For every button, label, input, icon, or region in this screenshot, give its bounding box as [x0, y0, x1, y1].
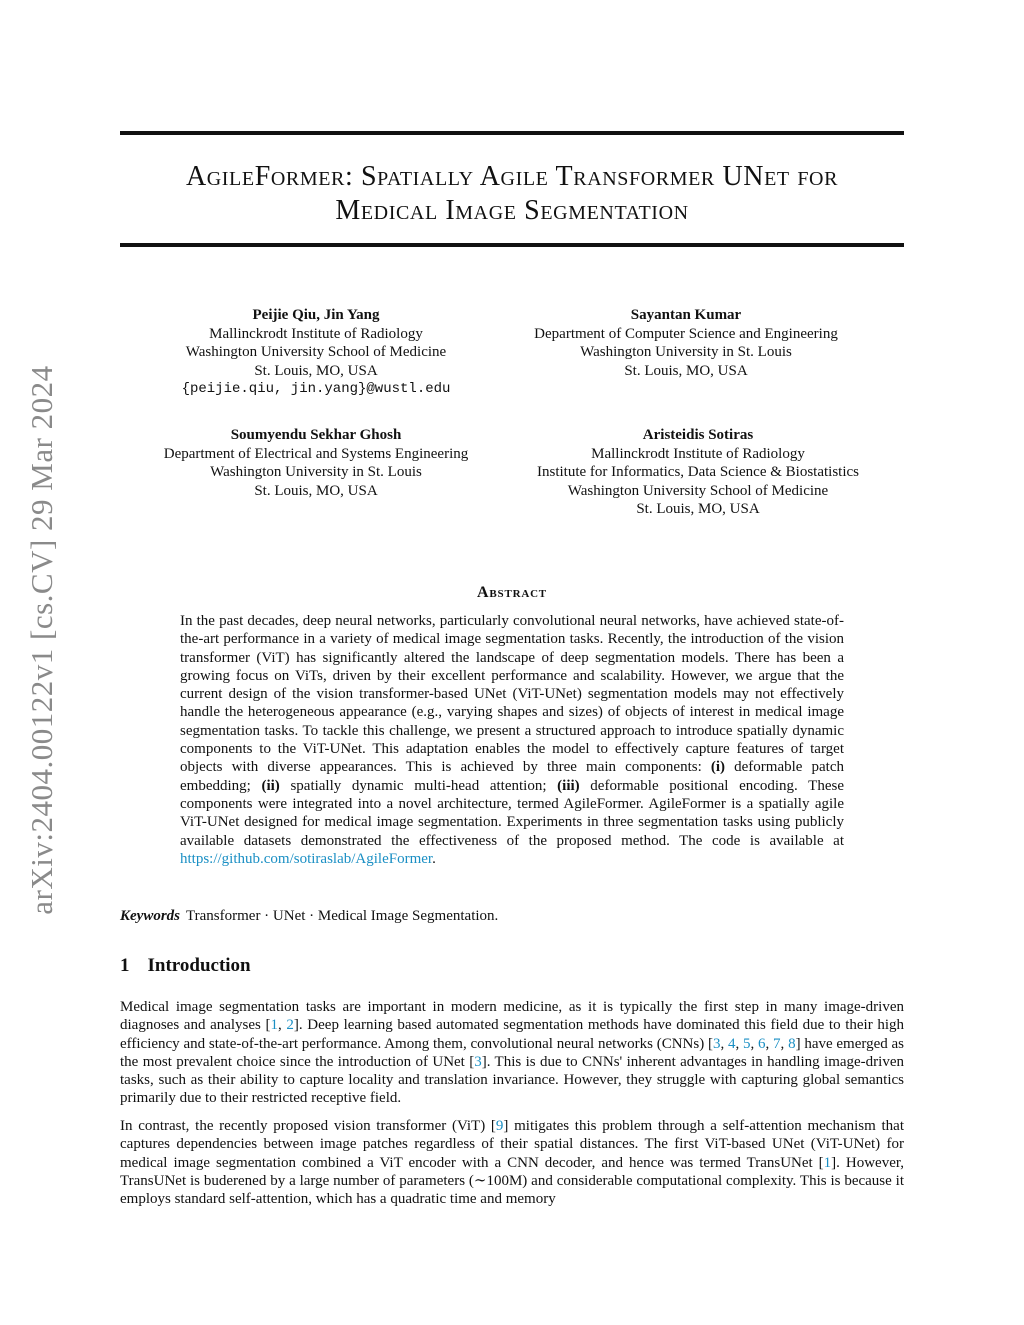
text-run: ]. However, TransUNet is buderened by a large number of parameters (∼100M) and considerable computational complexity. This is because it employs standard self-attention, which has a quadratic time and memory — [120, 1154, 904, 1208]
affiliation-line: St. Louis, MO, USA — [254, 362, 378, 379]
affiliation-line: Mallinckrodt Institute of Radiology — [591, 445, 805, 462]
citation-link[interactable]: 9 — [495, 1118, 504, 1134]
author-names: Sayantan Kumar — [630, 307, 742, 323]
affiliation-line: Washington University School of Medicine — [185, 344, 447, 360]
section-number: 1 — [120, 955, 130, 976]
section-heading-introduction — [120, 955, 251, 977]
author-email[interactable]: {peijie.qiu, jin.yang}@wustl.edu — [181, 381, 451, 397]
citation-link[interactable]: 3 — [712, 1035, 721, 1052]
citation-link[interactable]: 3 — [474, 1053, 482, 1070]
affiliation-line: St. Louis, MO, USA — [254, 482, 378, 499]
text-run: ] mitigates this problem through a self-attention mechanism that captures dependencies between image patches regardless of their spatial distances. The first ViT-based UNet (ViT-UNet) for medical image segmentation combined a ViT encoder with a CNN decoder, and hence was termed TransUNet [ — [120, 1118, 904, 1171]
text-run: ]. Deep learning based automated segmentation methods have dominated this field due to their high efficiency and state-of-the-art performance. Among them, convolutional neural networks (CNNs) [ — [120, 1017, 904, 1052]
component-text-iii: deformable positional encoding. These components were integrated into a novel architecture, termed AgileFormer. AgileFormer is a spatially agile ViT-UNet designed for medical image segmentation. Experiments in three segmentation tasks using publicly available datasets demonstrated the effectiveness of the proposed method. The code is available at — [180, 777, 844, 849]
author-block-kumar — [486, 306, 886, 380]
affiliation-line: Department of Electrical and Systems Engineering — [163, 445, 469, 462]
component-label-iii: (iii) — [557, 777, 580, 794]
text-run: In contrast, the recently proposed vision transformer (ViT) [ — [120, 1118, 496, 1134]
title-rule-bottom — [120, 243, 904, 247]
author-block-sotiras — [498, 426, 898, 519]
component-label-ii: (ii) — [261, 777, 280, 794]
author-names: Aristeidis Sotiras — [642, 427, 754, 443]
affiliation-line: St. Louis, MO, USA — [624, 362, 748, 379]
citation-link[interactable]: 2 — [286, 1017, 294, 1034]
affiliation-line: Institute for Informatics, Data Science & Biostatistics — [536, 464, 859, 480]
author-block-qiu-yang — [116, 306, 516, 399]
arxiv-identifier: arXiv:2404.00122v1 [cs.CV] 29 Mar 2024 — [24, 365, 59, 915]
affiliation-line: Washington University in St. Louis — [210, 464, 422, 480]
citation-link[interactable]: 6 — [758, 1035, 766, 1052]
abstract-end: . — [432, 850, 436, 867]
title-rule-top — [120, 131, 904, 135]
affiliation-line: Washington University in St. Louis — [580, 344, 792, 360]
component-text-ii: spatially dynamic multi-head attention; — [279, 777, 558, 794]
intro-paragraph-2 — [120, 1117, 904, 1208]
citation-link[interactable]: 1 — [823, 1154, 832, 1171]
intro-paragraph-1: Medical image segmentation tasks are important in modern medicine, as it is typically the first step in many image-driven diagnoses and analyses [1, 2]. Deep learning based automated segmentation methods have dominated this field due to their high efficiency and state-of-the-art performance. Among them, convolutional neural networks (CNNs) [3, 4, 5, 6, 7, 8] have emerged as the most prevalent choice since the introduction of UNet [3]. This is due to CNNs' inherent advantages in handling image-driven tasks, such as their ability to capture locality and translation invariance. However, they struggle with capturing global semantics primarily due to their restricted receptive field. — [120, 999, 905, 1107]
citation-link[interactable]: 7 — [773, 1035, 781, 1052]
text-run: , — [278, 1017, 287, 1034]
affiliation-line: Mallinckrodt Institute of Radiology — [209, 325, 423, 342]
abstract-text — [180, 612, 844, 868]
citation-link[interactable]: 5 — [743, 1035, 751, 1052]
title-line-2: Medical Image Segmentation — [335, 195, 689, 226]
keywords-line — [120, 908, 498, 925]
abstract-text-a: In the past decades, deep neural networks, particularly convolutional neural networks, have achieved state-of-the-art performance in a variety of medical image segmentation tasks. Recently, the introduction of the vision transformer (ViT) has significantly altered the landscape of deep segmentation models. There has been a growing focus on ViTs, driven by their excellent performance and scalability. However, we argue that the current design of the vision transformer-based UNet (ViT-UNet) segmentation models may not effectively handle the heterogeneous appearance (e.g., varying shapes and sizes) of objects of interest in medical image segmentation tasks. To tackle this challenge, we present a structured approach to introduce spatially dynamic components to the ViT-UNet. This adaptation enables the model to effectively capture features of target objects with diverse appearances. This is achieved by three main components: — [180, 613, 844, 776]
paper-title — [120, 160, 904, 228]
author-names: Soumyendu Sekhar Ghosh — [230, 427, 402, 443]
author-names: Peijie Qiu, Jin Yang — [252, 307, 380, 323]
text-run: ]. This is due to CNNs' inherent advantages in handling image-driven tasks, such as their ability to capture locality and translation invariance. However, they struggle with capturing global semantics primarily due to their restricted receptive field. — [120, 1053, 905, 1107]
text-run: ] have emerged as the most prevalent choice since the introduction of UNet [ — [120, 1035, 905, 1070]
affiliation-line: St. Louis, MO, USA — [636, 501, 760, 517]
abstract-heading: Abstract — [477, 584, 547, 601]
keywords-text: Transformer · UNet · Medical Image Segmentation. — [186, 908, 499, 924]
code-repository-link[interactable]: https://github.com/sotiraslab/AgileFormer — [180, 850, 433, 867]
citation-link[interactable]: 4 — [728, 1035, 736, 1052]
section-title: Introduction — [147, 955, 251, 976]
component-label-i: (i) — [710, 759, 726, 776]
citation-link[interactable]: 8 — [788, 1035, 796, 1052]
component-text-i: deformable patch embedding; — [180, 759, 844, 794]
affiliation-line: Washington University School of Medicine — [567, 482, 829, 499]
keywords-label: Keywords — [120, 908, 180, 924]
author-block-ghosh — [116, 426, 516, 500]
affiliation-line: Department of Computer Science and Engineering — [534, 325, 838, 342]
citation-link[interactable]: 1 — [270, 1017, 279, 1034]
text-run: Medical image segmentation tasks are important in modern medicine, as it is typically the first step in many image-driven diagnoses and analyses [ — [120, 999, 904, 1034]
title-line-1: AgileFormer: Spatially Agile Transformer UNet for — [185, 161, 839, 192]
